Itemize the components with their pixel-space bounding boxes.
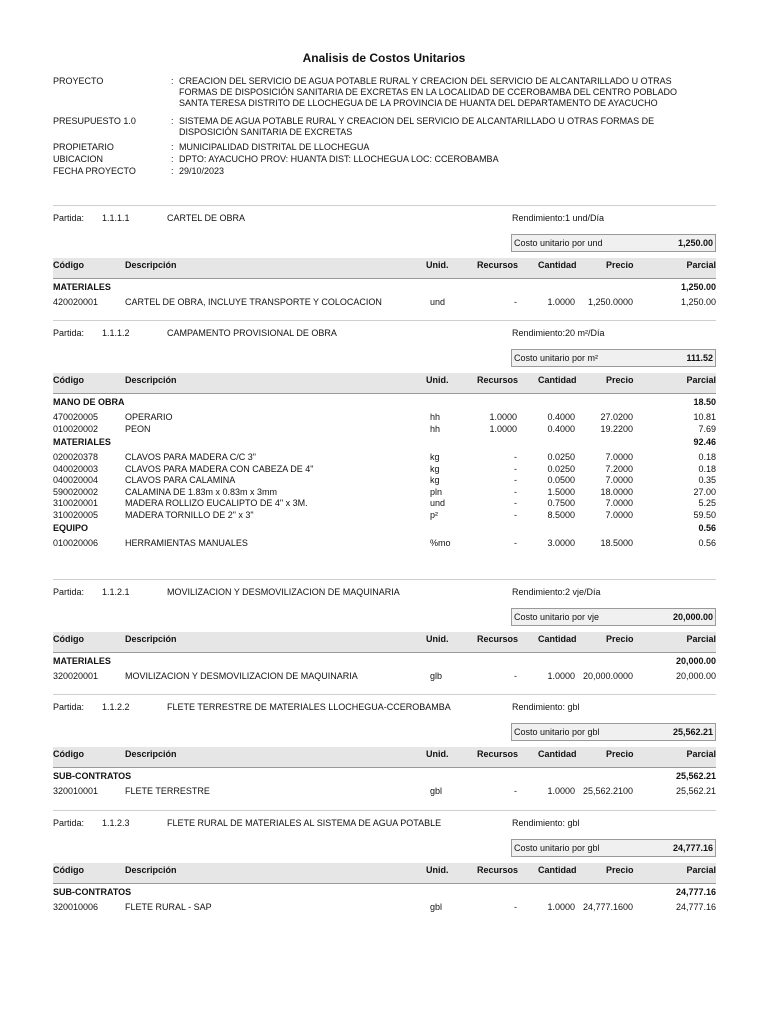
col-unid: Unid. <box>426 260 449 270</box>
category-row <box>53 282 716 293</box>
item-unit: und <box>430 498 446 508</box>
item-unit: und <box>430 297 446 307</box>
column-header <box>53 258 716 279</box>
item-unit: gbl <box>430 902 443 912</box>
category-name: MATERIALES <box>53 282 111 292</box>
col-codigo: Código <box>53 260 84 270</box>
ubicacion-value: DPTO: AYACUCHO PROV: HUANTA DIST: LLOCHEGUA LOC: CCEROBAMBA <box>179 154 499 164</box>
unit-cost-label: Costo unitario por m² <box>514 353 599 363</box>
col-unid: Unid. <box>426 749 449 759</box>
item-precio: 7.0000 <box>605 498 633 508</box>
unit-cost-box <box>511 349 716 367</box>
category-row <box>53 887 716 898</box>
presupuesto-line: SISTEMA DE AGUA POTABLE RURAL Y CREACION DEL SERVICIO DE ALCANTARILLADO U OTRAS FORMAS DE <box>179 116 655 126</box>
item-description: OPERARIO <box>125 412 173 422</box>
col-codigo: Código <box>53 749 84 759</box>
col-parcial: Parcial <box>686 749 716 759</box>
category-name: MATERIALES <box>53 437 111 447</box>
unit-cost-label: Costo unitario por und <box>514 238 603 248</box>
item-row <box>53 487 716 498</box>
partida-name: CARTEL DE OBRA <box>167 213 246 223</box>
item-code: 010020002 <box>53 423 99 434</box>
item-description: CLAVOS PARA MADERA CON CABEZA DE 4" <box>125 463 314 474</box>
item-recursos: - <box>514 452 517 462</box>
presupuesto-row <box>53 116 716 138</box>
unit-cost-box <box>511 723 716 741</box>
unit-cost-box <box>511 608 716 626</box>
item-cantidad: 1.0000 <box>547 786 575 796</box>
category-row <box>53 656 716 667</box>
item-recursos: - <box>514 786 517 796</box>
item-code: 590020002 <box>53 486 99 497</box>
col-recursos: Recursos <box>477 260 519 270</box>
item-description: CALAMINA DE 1.83m x 0.83m x 3mm <box>125 486 278 497</box>
column-header <box>53 632 716 653</box>
rendimiento: Rendimiento:1 und/Día <box>512 213 605 223</box>
partida-row <box>53 213 716 224</box>
item-description: HERRAMIENTAS MANUALES <box>125 538 248 548</box>
partida-row <box>53 702 716 713</box>
category-name: SUB-CONTRATOS <box>53 771 132 781</box>
presupuesto-value <box>179 116 716 138</box>
item-unit: hh <box>430 423 441 434</box>
partida-label: Partida: <box>53 702 85 712</box>
partida-name: MOVILIZACION Y DESMOVILIZACION DE MAQUINARIA <box>167 587 400 597</box>
col-cantidad: Cantidad <box>538 634 577 644</box>
category-total: 20,000.00 <box>675 656 716 666</box>
item-recursos: 1.0000 <box>489 423 517 434</box>
item-row <box>53 297 716 308</box>
item-parcial: 0.18 <box>698 463 716 474</box>
propietario-row <box>53 142 716 153</box>
item-row <box>53 510 716 521</box>
category-row <box>53 397 716 408</box>
category-total: 24,777.16 <box>675 887 716 897</box>
item-cantidad: 1.5000 <box>547 486 575 497</box>
item-cantidad: 0.4000 <box>547 423 575 434</box>
item-code: 040020003 <box>53 463 99 474</box>
col-codigo: Código <box>53 634 84 644</box>
unit-cost-box <box>511 839 716 857</box>
proyecto-line: SANTA TERESA DISTRITO DE LLOCHEGUA DE LA PROVINCIA DE HUANTA DEL DEPARTAMENTO DE AYACUCHO <box>179 98 658 108</box>
item-recursos: - <box>514 538 517 548</box>
col-descripcion: Descripción <box>125 375 177 385</box>
item-row <box>53 671 716 682</box>
partida-name: FLETE TERRESTRE DE MATERIALES LLOCHEGUA-CCEROBAMBA <box>167 702 451 712</box>
partida-label: Partida: <box>53 818 85 828</box>
unit-cost-label: Costo unitario por gbl <box>514 727 600 737</box>
col-precio: Precio <box>606 634 634 644</box>
partida-row <box>53 587 716 598</box>
item-parcial: 27.00 <box>693 486 716 497</box>
partida-number: 1.1.1.1 <box>102 213 130 223</box>
item-unit: p² <box>430 509 439 520</box>
item-cantidad: 0.0500 <box>547 475 575 485</box>
proyecto-line: FORMAS DE DISPOSICIÓN SANITARIA DE EXCRETAS EN LA LOCALIDAD DE CCEROBAMBA DEL CENTRO POBLADO <box>179 87 677 97</box>
col-descripcion: Descripción <box>125 634 177 644</box>
item-precio: 20,000.0000 <box>582 671 633 681</box>
item-description: MADERA TORNILLO DE 2" x 3" <box>125 509 254 520</box>
item-precio: 18.0000 <box>600 486 633 497</box>
proyecto-value <box>179 76 716 109</box>
unit-cost-value: 20,000.00 <box>672 612 713 622</box>
item-parcial: 10.81 <box>693 412 716 422</box>
proyecto-row <box>53 76 716 109</box>
item-recursos: - <box>514 475 517 485</box>
col-parcial: Parcial <box>686 375 716 385</box>
item-parcial: 59.50 <box>693 509 716 520</box>
item-cantidad: 8.5000 <box>547 509 575 520</box>
section-divider <box>53 320 716 321</box>
item-recursos: - <box>514 498 517 508</box>
colon: : <box>171 76 174 86</box>
category-total: 1,250.00 <box>680 282 716 292</box>
item-cantidad: 1.0000 <box>547 297 575 307</box>
partida-row <box>53 328 716 339</box>
item-code: 320010006 <box>53 902 99 912</box>
partida-number: 1.1.1.2 <box>102 328 130 338</box>
category-name: MATERIALES <box>53 656 111 666</box>
presupuesto-line: DISPOSICIÓN SANITARIA DE EXCRETAS <box>179 127 353 137</box>
item-description: FLETE RURAL - SAP <box>125 902 212 912</box>
item-recursos: - <box>514 509 517 520</box>
item-description: CLAVOS PARA CALAMINA <box>125 475 236 485</box>
item-unit: hh <box>430 412 441 422</box>
item-row <box>53 538 716 549</box>
item-precio: 1,250.0000 <box>587 297 633 307</box>
page-title: Analisis de Costos Unitarios <box>302 51 466 65</box>
item-precio: 18.5000 <box>600 538 633 548</box>
col-precio: Precio <box>606 260 634 270</box>
item-precio: 7.0000 <box>605 509 633 520</box>
item-unit: pln <box>430 486 443 497</box>
item-parcial: 0.56 <box>698 538 716 548</box>
item-row <box>53 452 716 463</box>
colon: : <box>171 166 174 176</box>
item-cantidad: 0.0250 <box>547 463 575 474</box>
item-code: 310020001 <box>53 498 99 508</box>
category-row <box>53 437 716 448</box>
item-code: 320010001 <box>53 786 99 796</box>
unit-cost-label: Costo unitario por gbl <box>514 843 600 853</box>
partida-number: 1.1.2.1 <box>102 587 130 597</box>
item-cantidad: 0.4000 <box>547 412 575 422</box>
item-row <box>53 498 716 509</box>
unit-cost-value: 111.52 <box>686 353 713 363</box>
rendimiento: Rendimiento:20 m²/Día <box>512 328 605 338</box>
item-row <box>53 902 716 913</box>
item-precio: 19.2200 <box>600 423 633 434</box>
colon: : <box>171 116 174 126</box>
item-precio: 25,562.2100 <box>582 786 633 796</box>
item-row <box>53 475 716 486</box>
col-descripcion: Descripción <box>125 260 177 270</box>
fecha-row <box>53 166 716 177</box>
item-precio: 7.0000 <box>605 475 633 485</box>
partida-label: Partida: <box>53 213 85 223</box>
col-precio: Precio <box>606 375 634 385</box>
ubicacion-row <box>53 154 716 165</box>
section-divider <box>53 579 716 580</box>
partida-label: Partida: <box>53 587 85 597</box>
section-divider <box>53 810 716 811</box>
item-precio: 7.0000 <box>605 452 633 462</box>
propietario-label: PROPIETARIO <box>53 142 114 152</box>
section-divider <box>53 205 716 206</box>
col-unid: Unid. <box>426 634 449 644</box>
item-description: CARTEL DE OBRA, INCLUYE TRANSPORTE Y COLOCACION <box>125 297 382 307</box>
item-row <box>53 412 716 423</box>
item-unit: kg <box>430 475 440 485</box>
ubicacion-label: UBICACION <box>53 154 104 164</box>
item-cantidad: 1.0000 <box>547 902 575 912</box>
col-recursos: Recursos <box>477 749 519 759</box>
col-parcial: Parcial <box>686 260 716 270</box>
item-row <box>53 424 716 435</box>
item-code: 420020001 <box>53 297 99 307</box>
item-cantidad: 0.7500 <box>547 498 575 508</box>
item-parcial: 5.25 <box>698 498 716 508</box>
partida-row <box>53 818 716 829</box>
col-unid: Unid. <box>426 375 449 385</box>
item-precio: 7.2000 <box>605 463 633 474</box>
item-unit: gbl <box>430 786 443 796</box>
category-row <box>53 771 716 782</box>
partida-number: 1.1.2.2 <box>102 702 130 712</box>
item-unit: glb <box>430 671 443 681</box>
category-total: 0.56 <box>698 523 716 533</box>
col-recursos: Recursos <box>477 375 519 385</box>
item-cantidad: 3.0000 <box>547 538 575 548</box>
proyecto-label: PROYECTO <box>53 76 104 86</box>
item-code: 320020001 <box>53 671 99 681</box>
item-precio: 27.0200 <box>600 412 633 422</box>
column-header <box>53 863 716 884</box>
proyecto-line: CREACION DEL SERVICIO DE AGUA POTABLE RURAL Y CREACION DEL SERVICIO DE ALCANTARILLADO U OTRAS <box>179 76 672 86</box>
item-description: PEON <box>125 423 151 434</box>
item-parcial: 24,777.16 <box>675 902 716 912</box>
presupuesto-label: PRESUPUESTO 1.0 <box>53 116 136 126</box>
colon: : <box>171 142 174 152</box>
col-precio: Precio <box>606 749 634 759</box>
column-header <box>53 373 716 394</box>
item-recursos: - <box>514 486 517 497</box>
item-code: 020020378 <box>53 452 99 462</box>
category-name: MANO DE OBRA <box>53 397 125 407</box>
item-unit: kg <box>430 463 440 474</box>
colon: : <box>171 154 174 164</box>
item-unit: kg <box>430 452 440 462</box>
item-code: 470020005 <box>53 412 99 422</box>
category-name: EQUIPO <box>53 523 89 533</box>
rendimiento: Rendimiento: gbl <box>512 702 580 712</box>
col-cantidad: Cantidad <box>538 260 577 270</box>
column-header <box>53 747 716 768</box>
col-unid: Unid. <box>426 865 449 875</box>
item-parcial: 0.18 <box>698 452 716 462</box>
item-recursos: 1.0000 <box>489 412 517 422</box>
item-cantidad: 0.0250 <box>547 452 575 462</box>
col-descripcion: Descripción <box>125 749 177 759</box>
partida-number: 1.1.2.3 <box>102 818 130 828</box>
item-description: MADERA ROLLIZO EUCALIPTO DE 4" x 3M. <box>125 498 308 508</box>
col-cantidad: Cantidad <box>538 749 577 759</box>
category-row <box>53 523 716 534</box>
item-code: 040020004 <box>53 475 99 485</box>
item-row <box>53 786 716 797</box>
item-cantidad: 1.0000 <box>547 671 575 681</box>
rendimiento: Rendimiento:2 vje/Día <box>512 587 601 597</box>
item-recursos: - <box>514 297 517 307</box>
category-total: 92.46 <box>693 437 716 447</box>
col-cantidad: Cantidad <box>538 865 577 875</box>
propietario-value: MUNICIPALIDAD DISTRITAL DE LLOCHEGUA <box>179 142 370 152</box>
item-recursos: - <box>514 463 517 474</box>
category-total: 25,562.21 <box>675 771 716 781</box>
item-description: CLAVOS PARA MADERA C/C 3" <box>125 452 256 462</box>
item-recursos: - <box>514 671 517 681</box>
partida-label: Partida: <box>53 328 85 338</box>
item-parcial: 0.35 <box>698 475 716 485</box>
unit-cost-box <box>511 234 716 252</box>
col-parcial: Parcial <box>686 865 716 875</box>
fecha-label: FECHA PROYECTO <box>53 166 136 176</box>
rendimiento: Rendimiento: gbl <box>512 818 580 828</box>
item-parcial: 7.69 <box>698 423 716 434</box>
col-codigo: Código <box>53 865 84 875</box>
col-parcial: Parcial <box>686 634 716 644</box>
item-description: FLETE TERRESTRE <box>125 786 210 796</box>
project-header <box>53 76 733 177</box>
col-descripcion: Descripción <box>125 865 177 875</box>
partida-name: CAMPAMENTO PROVISIONAL DE OBRA <box>167 328 337 338</box>
item-description: MOVILIZACION Y DESMOVILIZACION DE MAQUINARIA <box>125 671 358 681</box>
item-code: 010020006 <box>53 538 99 548</box>
category-total: 18.50 <box>693 397 716 407</box>
unit-cost-value: 24,777.16 <box>672 843 713 853</box>
item-recursos: - <box>514 902 517 912</box>
item-parcial: 1,250.00 <box>680 297 716 307</box>
item-precio: 24,777.1600 <box>582 902 633 912</box>
unit-cost-label: Costo unitario por vje <box>514 612 600 622</box>
item-row <box>53 464 716 475</box>
col-recursos: Recursos <box>477 634 519 644</box>
col-recursos: Recursos <box>477 865 519 875</box>
item-parcial: 25,562.21 <box>675 786 716 796</box>
partida-name: FLETE RURAL DE MATERIALES AL SISTEMA DE AGUA POTABLE <box>167 818 442 828</box>
section-divider <box>53 694 716 695</box>
item-unit: %mo <box>430 538 451 548</box>
category-name: SUB-CONTRATOS <box>53 887 132 897</box>
col-codigo: Código <box>53 375 84 385</box>
col-cantidad: Cantidad <box>538 375 577 385</box>
item-code: 310020005 <box>53 509 99 520</box>
item-parcial: 20,000.00 <box>675 671 716 681</box>
fecha-value: 29/10/2023 <box>179 166 225 176</box>
unit-cost-value: 1,250.00 <box>677 238 713 248</box>
unit-cost-value: 25,562.21 <box>672 727 713 737</box>
col-precio: Precio <box>606 865 634 875</box>
